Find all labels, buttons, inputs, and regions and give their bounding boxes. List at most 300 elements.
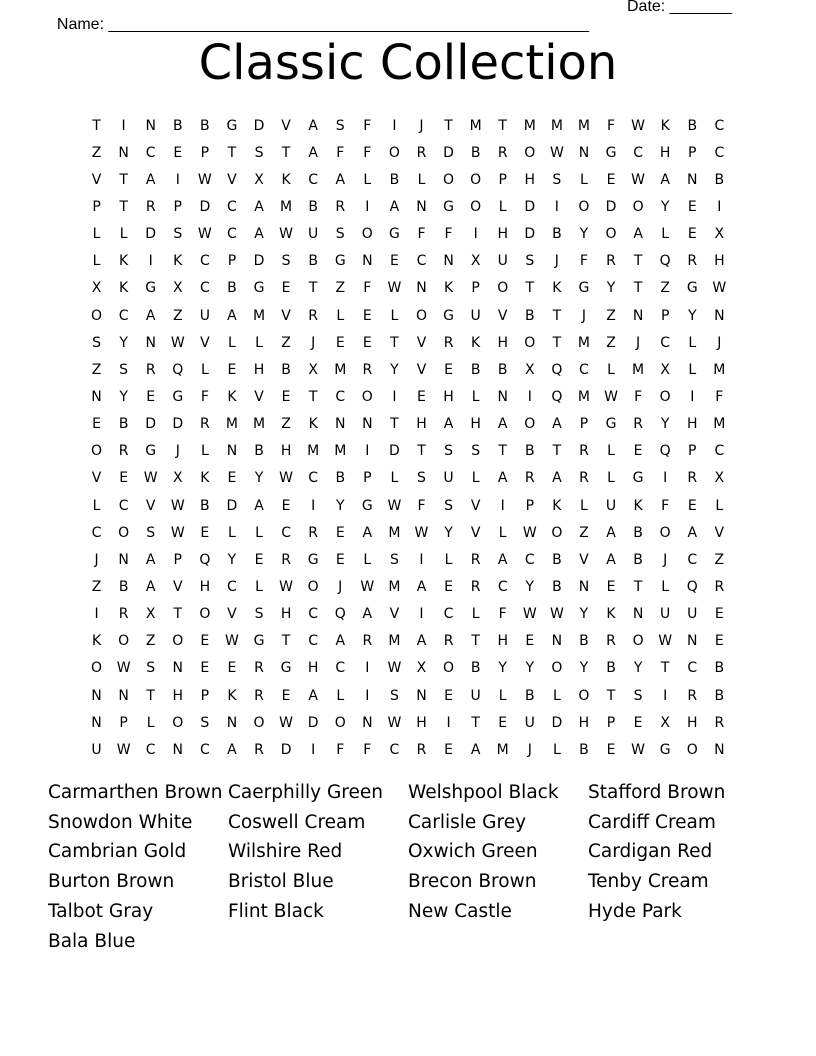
grid-letter: X <box>524 361 535 378</box>
grid-letter: P <box>579 416 589 433</box>
grid-letter: B <box>714 687 725 704</box>
grid-letter: S <box>254 606 264 623</box>
grid-letter: Q <box>659 443 671 460</box>
grid-letter: K <box>443 280 454 297</box>
grid-letter: H <box>253 361 265 378</box>
grid-letter: W <box>387 714 402 731</box>
grid-letter: P <box>498 171 507 188</box>
grid-letter: L <box>255 334 263 351</box>
grid-row <box>83 736 733 763</box>
grid-letter: K <box>660 117 670 134</box>
grid-letter: F <box>417 497 426 514</box>
grid-letter: A <box>606 551 616 568</box>
grid-letter: R <box>362 361 373 378</box>
grid-letter: E <box>444 361 453 378</box>
grid-letter: N <box>335 416 346 433</box>
grid-letter: E <box>200 660 210 677</box>
grid-letter: L <box>228 524 236 541</box>
grid-letter: P <box>119 714 128 731</box>
grid-letter: J <box>94 551 99 568</box>
grid-letter: Y <box>390 361 399 378</box>
grid-letter: B <box>308 198 318 215</box>
grid-letter: C <box>199 253 210 270</box>
grid-letter: O <box>199 606 211 623</box>
grid-letter: R <box>470 578 481 595</box>
grid-letter: T <box>552 443 562 460</box>
grid-letter: V <box>497 307 508 324</box>
grid-letter: L <box>661 226 670 243</box>
grid-letter: L <box>607 443 615 460</box>
grid-letter: C <box>118 307 129 324</box>
grid-letter: M <box>469 117 482 134</box>
grid-letter: R <box>362 633 373 650</box>
grid-letter: S <box>552 171 562 188</box>
grid-letter: S <box>335 226 345 243</box>
grid-letter: W <box>143 470 158 487</box>
grid-letter: H <box>578 714 590 731</box>
grid-letter: K <box>308 416 318 433</box>
grid-letter: V <box>227 171 237 188</box>
grid-letter: O <box>388 144 400 161</box>
grid-letter: O <box>91 307 103 324</box>
grid-letter: O <box>118 524 130 541</box>
grid-letter: I <box>148 253 153 270</box>
grid-letter: G <box>578 280 590 297</box>
grid-letter: A <box>552 416 562 433</box>
grid-letter: I <box>175 171 180 188</box>
grid-row <box>83 519 733 546</box>
grid-letter: Q <box>551 361 563 378</box>
grid-letter: U <box>308 226 319 243</box>
grid-letter: T <box>417 443 426 460</box>
grid-letter: T <box>281 633 291 650</box>
grid-letter: C <box>308 606 319 623</box>
grid-letter: U <box>605 497 617 514</box>
grid-letter: T <box>606 687 616 704</box>
grid-letter: C <box>199 741 210 758</box>
grid-letter: K <box>227 388 237 405</box>
grid-letter: R <box>416 741 427 758</box>
grid-letter: S <box>119 361 129 378</box>
grid-letter: I <box>663 687 668 704</box>
grid-letter: L <box>92 226 101 243</box>
grid-letter: P <box>660 307 670 324</box>
grid-letter: M <box>307 443 320 460</box>
grid-letter: E <box>714 606 724 623</box>
grid-letter: B <box>633 551 643 568</box>
word-list-item: Stafford Brown <box>588 782 726 803</box>
grid-letter: X <box>416 660 427 677</box>
grid-letter: K <box>173 253 183 270</box>
grid-letter: L <box>715 497 724 514</box>
grid-letter: R <box>606 253 616 270</box>
grid-letter: C <box>335 388 346 405</box>
grid-letter: F <box>634 388 643 405</box>
grid-letter: S <box>444 497 453 514</box>
grid-letter: U <box>199 307 210 324</box>
grid-letter: N <box>687 633 698 650</box>
grid-letter: V <box>227 606 237 623</box>
grid-letter: C <box>660 334 671 351</box>
grid-letter: B <box>470 660 481 677</box>
grid-letter: V <box>579 551 589 568</box>
grid-letter: Z <box>714 551 725 568</box>
grid-letter: C <box>687 660 698 677</box>
grid-letter: E <box>200 524 210 541</box>
grid-letter: L <box>336 687 345 704</box>
grid-letter: L <box>92 253 101 270</box>
grid-row <box>83 302 733 329</box>
grid-letter: W <box>549 144 564 161</box>
grid-letter: H <box>686 714 698 731</box>
grid-letter: D <box>524 226 536 243</box>
grid-letter: A <box>227 307 237 324</box>
grid-letter: J <box>554 253 559 270</box>
grid-letter: B <box>308 253 318 270</box>
grid-letter: U <box>660 606 671 623</box>
grid-letter: D <box>280 741 292 758</box>
grid-letter: Q <box>659 253 671 270</box>
grid-letter: E <box>525 633 535 650</box>
grid-letter: Q <box>551 388 563 405</box>
grid-letter: A <box>227 741 237 758</box>
grid-letter: H <box>686 416 698 433</box>
grid-letter: W <box>387 280 402 297</box>
grid-letter: R <box>443 334 454 351</box>
grid-letter: L <box>580 497 588 514</box>
grid-letter: E <box>606 578 616 595</box>
grid-letter: N <box>578 144 590 161</box>
grid-letter: F <box>363 117 372 134</box>
grid-letter: G <box>443 307 454 324</box>
grid-letter: Y <box>119 388 128 405</box>
grid-letter: S <box>146 660 156 677</box>
grid-letter: R <box>497 144 508 161</box>
grid-letter: Y <box>687 307 697 324</box>
grid-letter: I <box>365 443 370 460</box>
grid-letter: M <box>577 117 590 134</box>
grid-letter: R <box>254 660 264 677</box>
grid-letter: M <box>577 334 590 351</box>
grid-row <box>83 573 733 600</box>
grid-letter: O <box>632 198 644 215</box>
grid-letter: R <box>687 687 698 704</box>
grid-letter: O <box>443 660 455 677</box>
grid-letter: O <box>551 524 563 541</box>
grid-letter: W <box>279 226 293 243</box>
grid-letter: V <box>470 524 481 541</box>
grid-letter: O <box>578 198 590 215</box>
grid-letter: I <box>365 660 370 677</box>
grid-letter: T <box>633 578 643 595</box>
grid-letter: L <box>255 578 263 595</box>
grid-letter: T <box>173 606 183 623</box>
grid-letter: R <box>633 416 643 433</box>
grid-letter: I <box>311 741 316 758</box>
grid-letter: B <box>714 660 725 677</box>
grid-letter: W <box>170 334 185 351</box>
grid-letter: D <box>443 144 454 161</box>
grid-letter: Y <box>444 524 453 541</box>
grid-letter: P <box>227 253 237 270</box>
grid-letter: A <box>145 171 156 188</box>
grid-letter: P <box>173 198 182 215</box>
grid-letter: T <box>119 171 128 188</box>
grid-letter: N <box>145 117 156 134</box>
grid-letter: A <box>335 633 346 650</box>
grid-letter: I <box>527 388 532 405</box>
grid-letter: P <box>200 144 210 161</box>
word-list-item: Snowdon White <box>48 811 193 833</box>
grid-letter: D <box>145 226 157 243</box>
word-list-item: Flint Black <box>228 900 324 922</box>
grid-letter: A <box>497 470 508 487</box>
grid-letter: R <box>281 551 291 568</box>
grid-letter: L <box>580 171 588 188</box>
word-list-item: Wilshire Red <box>228 841 343 863</box>
grid-letter: Z <box>281 416 291 433</box>
grid-letter: N <box>362 416 373 433</box>
grid-letter: Z <box>172 307 183 324</box>
name-date-line <box>48 0 768 33</box>
grid-letter: R <box>335 198 346 215</box>
grid-letter: H <box>199 578 211 595</box>
grid-letter: B <box>524 443 535 460</box>
grid-letter: G <box>388 226 400 243</box>
grid-letter: A <box>606 524 616 541</box>
grid-letter: J <box>311 334 316 351</box>
grid-letter: E <box>606 741 616 758</box>
grid-letter: E <box>444 578 453 595</box>
grid-letter: L <box>363 171 372 188</box>
grid-letter: D <box>551 714 563 731</box>
grid-letter: N <box>172 660 184 677</box>
grid-letter: O <box>524 334 536 351</box>
word-list-item: Hyde Park <box>588 900 682 922</box>
grid-letter: A <box>497 416 508 433</box>
grid-letter: T <box>525 280 535 297</box>
grid-letter: C <box>227 226 237 243</box>
grid-letter: E <box>687 226 697 243</box>
word-list <box>48 778 768 956</box>
grid-letter: Q <box>686 578 698 595</box>
grid-letter: A <box>470 741 481 758</box>
grid-letter: G <box>253 633 265 650</box>
grid-letter: E <box>227 361 237 378</box>
grid-letter: M <box>550 117 563 134</box>
grid-letter: L <box>200 443 209 460</box>
grid-letter: B <box>200 117 210 134</box>
grid-letter: U <box>497 253 508 270</box>
grid-letter: Y <box>335 497 345 514</box>
grid-letter: E <box>254 551 264 568</box>
grid-letter: A <box>416 633 427 650</box>
grid-letter: G <box>253 280 265 297</box>
grid-letter: E <box>444 741 453 758</box>
grid-letter: L <box>607 361 615 378</box>
grid-letter: R <box>308 307 319 324</box>
grid-letter: D <box>389 443 400 460</box>
grid-letter: V <box>281 117 291 134</box>
grid-row <box>83 356 733 383</box>
grid-letter: K <box>552 280 562 297</box>
grid-letter: L <box>146 714 155 731</box>
grid-letter: T <box>390 416 399 433</box>
grid-letter: A <box>145 578 156 595</box>
grid-letter: O <box>632 633 644 650</box>
grid-letter: A <box>443 416 454 433</box>
grid-letter: J <box>636 334 641 351</box>
grid-letter: D <box>226 497 238 514</box>
word-list-item: Brecon Brown <box>408 871 537 893</box>
grid-letter: I <box>365 687 370 704</box>
grid-letter: K <box>91 633 102 650</box>
page-title: Classic Collection <box>198 35 618 91</box>
grid-letter: F <box>336 144 345 161</box>
grid-letter: A <box>254 497 264 514</box>
grid-letter: B <box>633 524 643 541</box>
grid-letter: E <box>281 280 291 297</box>
grid-letter: H <box>497 334 508 351</box>
grid-letter: C <box>714 144 725 161</box>
grid-letter: L <box>498 687 507 704</box>
grid-letter: E <box>281 388 291 405</box>
letter-grid <box>83 112 733 763</box>
grid-letter: A <box>308 687 318 704</box>
grid-letter: B <box>118 578 129 595</box>
grid-letter: R <box>687 253 698 270</box>
grid-letter: S <box>471 443 481 460</box>
grid-letter: T <box>660 660 670 677</box>
grid-row <box>83 411 733 438</box>
grid-letter: E <box>687 497 697 514</box>
grid-letter: L <box>417 171 426 188</box>
grid-letter: Z <box>606 307 616 324</box>
grid-letter: R <box>145 361 156 378</box>
grid-letter: O <box>524 416 536 433</box>
grid-letter: G <box>361 497 373 514</box>
grid-letter: O <box>91 660 103 677</box>
word-list-item: Talbot Gray <box>48 900 154 922</box>
grid-letter: B <box>200 497 210 514</box>
grid-letter: X <box>660 714 670 731</box>
grid-letter: T <box>552 307 562 324</box>
grid-letter: Z <box>579 524 589 541</box>
grid-letter: E <box>714 633 724 650</box>
grid-row <box>83 139 733 166</box>
grid-letter: O <box>253 714 265 731</box>
word-list-item: Bristol Blue <box>228 871 334 893</box>
grid-letter: M <box>280 198 293 215</box>
grid-letter: T <box>471 714 480 731</box>
grid-letter: E <box>281 497 291 514</box>
grid-letter: S <box>92 334 101 351</box>
grid-letter: T <box>146 687 155 704</box>
grid-letter: I <box>94 606 99 623</box>
grid-letter: R <box>579 443 589 460</box>
grid-letter: C <box>335 660 346 677</box>
grid-letter: G <box>145 443 157 460</box>
grid-letter: D <box>253 117 265 134</box>
grid-letter: C <box>524 551 535 568</box>
grid-letter: C <box>227 578 237 595</box>
grid-letter: M <box>496 741 509 758</box>
grid-letter: H <box>524 171 536 188</box>
grid-letter: I <box>365 198 370 215</box>
grid-letter: S <box>389 551 399 568</box>
grid-letter: I <box>554 198 559 215</box>
grid-letter: Y <box>525 578 535 595</box>
grid-letter: N <box>91 388 102 405</box>
grid-letter: C <box>389 741 400 758</box>
grid-letter: C <box>308 470 319 487</box>
grid-letter: I <box>392 117 397 134</box>
grid-letter: N <box>118 144 129 161</box>
grid-letter: P <box>92 198 101 215</box>
grid-letter: E <box>417 388 426 405</box>
grid-letter: N <box>714 307 725 324</box>
grid-row <box>83 682 733 709</box>
grid-letter: D <box>605 198 617 215</box>
grid-letter: T <box>119 198 128 215</box>
grid-letter: Y <box>498 660 507 677</box>
grid-letter: C <box>687 551 698 568</box>
grid-letter: R <box>254 741 264 758</box>
grid-row <box>83 112 733 139</box>
grid-letter: M <box>388 578 401 595</box>
grid-letter: C <box>281 524 291 541</box>
grid-letter: A <box>362 524 373 541</box>
grid-letter: L <box>200 361 209 378</box>
grid-letter: C <box>497 578 508 595</box>
grid-letter: F <box>363 741 372 758</box>
grid-letter: E <box>362 307 372 324</box>
grid-letter: K <box>471 334 481 351</box>
grid-letter: D <box>307 714 319 731</box>
grid-letter: Z <box>91 361 102 378</box>
grid-letter: N <box>226 714 238 731</box>
grid-letter: E <box>335 334 345 351</box>
grid-letter: T <box>308 280 318 297</box>
grid-letter: F <box>200 388 209 405</box>
grid-letter: J <box>175 443 180 460</box>
grid-letter: P <box>688 144 697 161</box>
grid-row <box>83 628 733 655</box>
grid-letter: L <box>552 741 561 758</box>
grid-letter: S <box>444 443 453 460</box>
grid-letter: N <box>172 741 184 758</box>
grid-letter: W <box>631 741 646 758</box>
grid-letter: O <box>361 226 373 243</box>
word-list-item: Carmarthen Brown <box>48 782 223 803</box>
grid-letter: G <box>632 470 644 487</box>
word-list-item: Bala Blue <box>48 930 136 952</box>
grid-letter: A <box>335 171 346 188</box>
grid-letter: B <box>254 443 264 460</box>
grid-letter: R <box>714 714 725 731</box>
grid-letter: C <box>91 524 102 541</box>
grid-letter: F <box>579 253 588 270</box>
grid-letter: Q <box>199 551 211 568</box>
grid-letter: C <box>714 443 725 460</box>
grid-letter: O <box>470 171 482 188</box>
grid-letter: L <box>363 551 372 568</box>
grid-letter: V <box>714 524 725 541</box>
grid-letter: L <box>444 551 453 568</box>
grid-letter: E <box>227 660 237 677</box>
grid-letter: M <box>334 361 347 378</box>
grid-letter: D <box>172 416 184 433</box>
